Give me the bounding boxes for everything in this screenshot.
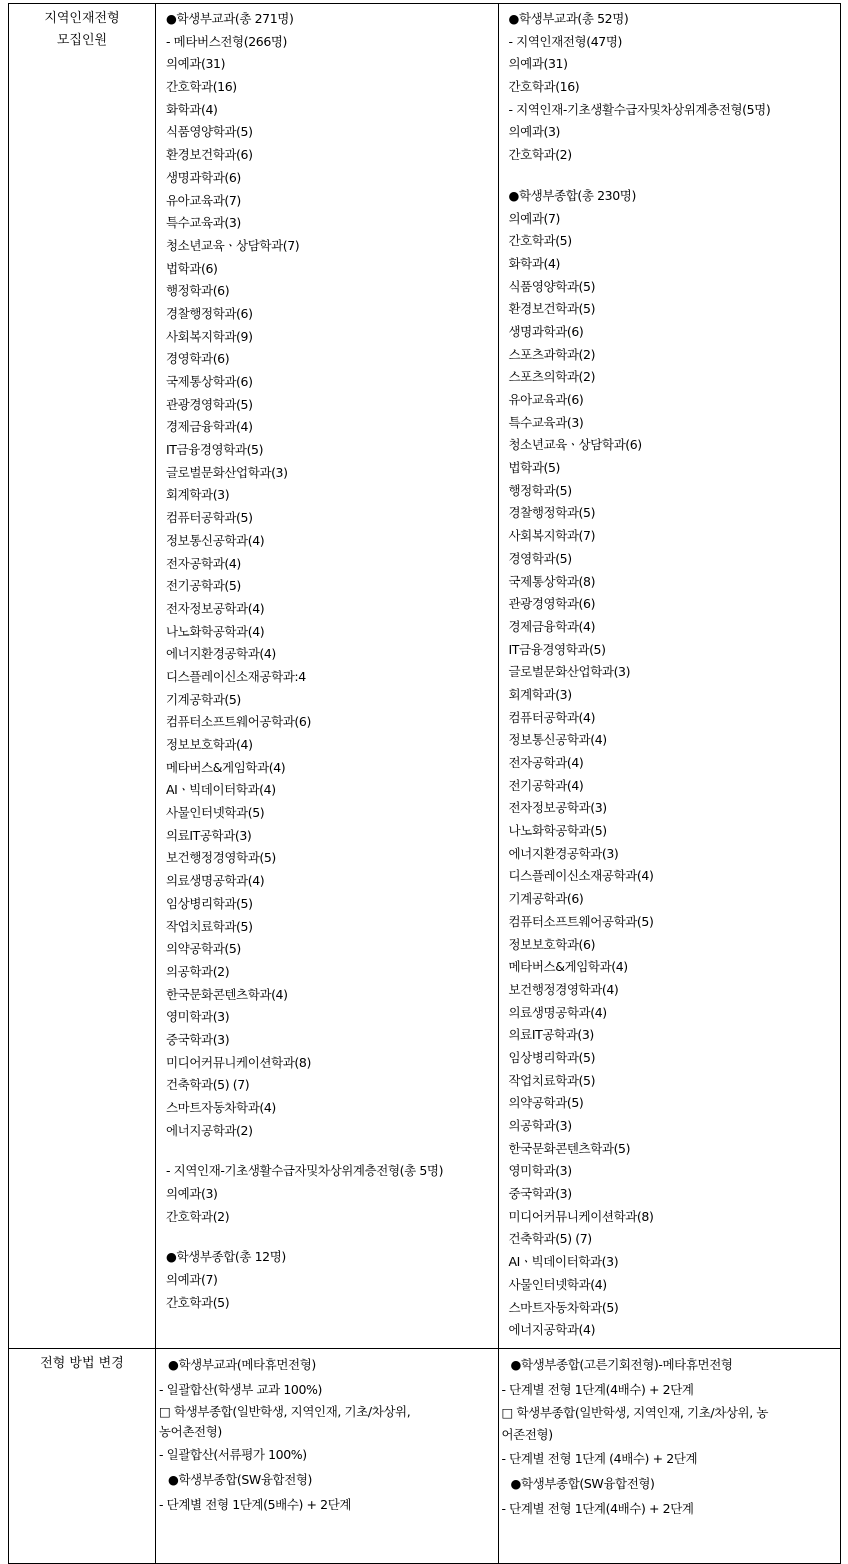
list-item: 법학과(6) [166,260,218,276]
list-item: 청소년교육ㆍ상담학과(7) [166,237,300,253]
list-item: 화학과(4) [508,255,561,271]
after-method-column [498,1348,841,1563]
after-method-list [499,1349,841,1521]
list-item: 에너지환경공학과(3) [508,845,619,861]
list-item: 간호학과(2) [508,147,572,163]
list-item: 환경보건학과(5) [508,301,596,317]
list-item: 전자공학과(4) [508,755,584,770]
section-heading: ●학생부교과(메타휴먼전형) [168,1356,316,1372]
list-item: 스포츠과학과(2) [508,346,596,362]
list-item: 컴퓨터소프트웨어공학과(6) [166,714,311,730]
list-item: 사물인터넷학과(5) [166,805,265,821]
row-label-line: 지역인재전형 [44,11,120,26]
before-method-column [156,1348,499,1563]
subsection-line: - 단계별 전형 1단계 (4배수) + 2단계 [501,1450,698,1466]
subsection-line: - 지역인재전형(47명) [508,33,622,49]
list-item: 의예과(31) [508,56,568,72]
after-column [498,4,841,1349]
subsection-line: - 일괄합산(학생부 교과 100%) [159,1381,322,1397]
subsection-line: - 지역인재-기초생활수급자및차상위계층전형(총 5명) [166,1163,444,1179]
list-item: 한국문화콘텐츠학과(4) [166,986,288,1002]
list-item: IT금융경영학과(5) [508,641,606,657]
row-label-line: 전형 방법 변경 [40,1355,124,1371]
list-item: 컴퓨터공학과(5) [166,510,253,526]
list-item: 행정학과(6) [166,283,230,299]
list-item: 간호학과(5) [166,1294,230,1310]
list-item: 경영학과(5) [508,550,572,566]
list-item: 미디어커뮤니케이션학과(8) [166,1054,311,1070]
list-item: 간호학과(2) [166,1208,230,1224]
list-item: 한국문화콘텐츠학과(5) [508,1140,631,1156]
list-item: 의약공학과(5) [166,941,241,957]
list-item: 환경보건학과(6) [166,147,253,163]
list-item: 의예과(7) [166,1272,218,1288]
section-heading: ●학생부종합(총 12명) [166,1249,286,1265]
after-list [499,4,841,1348]
list-item: 국제통상학과(6) [166,374,253,389]
list-item: 사회복지학과(7) [508,528,596,544]
list-item: 영미학과(3) [508,1163,572,1179]
row-label-recruitment [9,4,156,1349]
list-item: 유아교육과(6) [508,392,584,407]
list-item: 전자정보공학과(4) [166,600,265,616]
list-item: 관광경영학과(6) [508,596,596,612]
list-item: 식품영양학과(5) [508,278,596,294]
list-item: 중국학과(3) [508,1186,572,1202]
list-item: 국제통상학과(8) [508,573,596,589]
list-item: 경찰행정학과(6) [166,305,253,321]
list-item: 관광경영학과(5) [166,396,253,412]
list-item: 간호학과(16) [166,79,237,95]
list-item: 정보보호학과(4) [166,737,253,752]
list-item: 임상병리학과(5) [166,895,253,911]
list-item: 정보통신공학과(4) [166,532,265,548]
row-label-line: 모집인원 [56,33,108,48]
spacer [166,1228,498,1246]
list-item: 디스플레이신소재공학과(4) [508,868,654,884]
list-item: 중국학과(3) [166,1031,230,1047]
method-row [9,1348,841,1563]
row-label-method [9,1348,156,1563]
list-item: AIㆍ빅데이터학과(4) [166,782,276,798]
list-item: 경제금융학과(4) [508,618,596,634]
list-item: 전자공학과(4) [166,555,241,571]
before-column [156,4,499,1349]
list-item: □ 학생부종합(일반학생, 지역인재, 기초/차상위, [159,1403,411,1419]
recruitment-row [9,4,841,1349]
list-item: IT금융경영학과(5) [166,442,264,458]
list-item: 법학과(5) [508,460,561,476]
list-item: 의료생명공학과(4) [166,873,265,889]
list-item: 글로벌문화산업학과(3) [508,664,631,680]
section-heading: ●학생부종합(고른기회전형)-메타휴먼전형 [510,1356,733,1372]
list-item: 보건행정경영학과(4) [508,981,619,997]
list-item: 어존전형) [501,1426,553,1442]
list-item: 회계학과(3) [508,686,572,702]
list-item: 청소년교육ㆍ상담학과(6) [508,437,642,453]
subsection-line: - 단계별 전형 1단계(4배수) + 2단계 [501,1381,694,1397]
list-item: 건축학과(5) (7) [166,1077,250,1093]
subsection-line: - 지역인재-기초생활수급자및차상위계층전형(5명) [508,101,771,117]
list-item: AIㆍ빅데이터학과(3) [508,1254,619,1270]
list-item: 행정학과(5) [508,482,572,498]
list-item: 기계공학과(6) [508,891,584,907]
list-item: 에너지환경공학과(4) [166,646,276,662]
list-item: 식품영양학과(5) [166,124,253,140]
list-item: 에너지공학과(4) [508,1322,596,1338]
list-item: 미디어커뮤니케이션학과(8) [508,1208,654,1224]
list-item: 컴퓨터소프트웨어공학과(5) [508,913,654,929]
list-item: 임상병리학과(5) [508,1049,596,1065]
list-item: 스포츠의학과(2) [508,369,596,385]
list-item: 메타버스&게임학과(4) [508,959,628,975]
list-item: 전기공학과(5) [166,578,241,594]
list-item: 사물인터넷학과(4) [508,1276,607,1292]
list-item: 메타버스&게임학과(4) [166,759,286,775]
admission-change-table [8,3,841,1564]
list-item: 특수교육과(3) [166,215,241,231]
list-item: 영미학과(3) [166,1009,230,1025]
list-item: 특수교육과(3) [508,414,584,430]
list-item: 나노화학공학과(4) [166,623,265,639]
subsection-line: - 일괄합산(서류평가 100%) [159,1446,307,1462]
section-heading: ●학생부종합(SW융합전형) [168,1471,313,1487]
list-item: 에너지공학과(2) [166,1122,253,1138]
list-item: 글로벌문화산업학과(3) [166,464,288,480]
list-item: 유아교육과(7) [166,192,241,208]
list-item: 생명과학과(6) [508,323,584,339]
subsection-line: - 메타버스전형(266명) [166,33,288,49]
list-item: 컴퓨터공학과(4) [508,709,596,725]
list-item: 의료IT공학과(3) [508,1027,594,1043]
list-item: 의예과(3) [508,124,561,140]
list-item: 사회복지학과(9) [166,328,253,344]
spacer [166,1142,498,1160]
list-item: 의공학과(3) [508,1118,572,1133]
list-item: 디스플레이신소재공학과:4 [166,668,306,684]
list-item: 전기공학과(4) [508,777,584,793]
list-item: 정보보호학과(6) [508,936,596,952]
list-item: 의예과(7) [508,210,561,226]
list-item: 경찰행정학과(5) [508,505,596,521]
list-item: 화학과(4) [166,101,218,117]
list-item: 나노화학공학과(5) [508,823,607,839]
list-item: 건축학과(5) (7) [508,1231,592,1247]
list-item: 작업치료학과(5) [508,1072,596,1088]
list-item: 의료IT공학과(3) [166,827,252,843]
before-method-list [156,1349,498,1517]
list-item: 의공학과(2) [166,963,230,979]
list-item: 의예과(31) [166,56,226,72]
list-item: 의약공학과(5) [508,1095,584,1111]
subsection-line: - 단계별 전형 1단계(5배수) + 2단계 [159,1496,352,1512]
list-item: □ 학생부종합(일반학생, 지역인재, 기초/차상위, 농 [501,1404,769,1420]
list-item: 기계공학과(5) [166,691,241,707]
section-heading: ●학생부교과(총 271명) [166,11,294,26]
list-item: 스마트자동차학과(5) [508,1299,619,1315]
list-item: 의료생명공학과(4) [508,1004,607,1020]
subsection-line: - 단계별 전형 1단계(4배수) + 2단계 [501,1500,694,1516]
list-item: 경제금융학과(4) [166,419,253,435]
section-heading: ●학생부교과(총 52명) [508,11,629,26]
list-item: 보건행정경영학과(5) [166,850,276,866]
list-item: 작업치료학과(5) [166,918,253,934]
spacer [509,167,841,185]
section-heading: ●학생부종합(SW융합전형) [510,1475,655,1491]
list-item: 정보통신공학과(4) [508,732,607,748]
before-list [156,4,498,1321]
list-item: 생명과학과(6) [166,169,241,185]
list-item: 의예과(3) [166,1186,218,1202]
list-item: 경영학과(6) [166,351,230,367]
list-item: 회계학과(3) [166,487,230,503]
list-item: 농어촌전형) [159,1423,222,1439]
list-item: 전자정보공학과(3) [508,800,607,816]
list-item: 스마트자동차학과(4) [166,1100,276,1115]
section-heading: ●학생부종합(총 230명) [508,187,636,203]
list-item: 간호학과(16) [508,79,580,95]
list-item: 간호학과(5) [508,233,572,249]
